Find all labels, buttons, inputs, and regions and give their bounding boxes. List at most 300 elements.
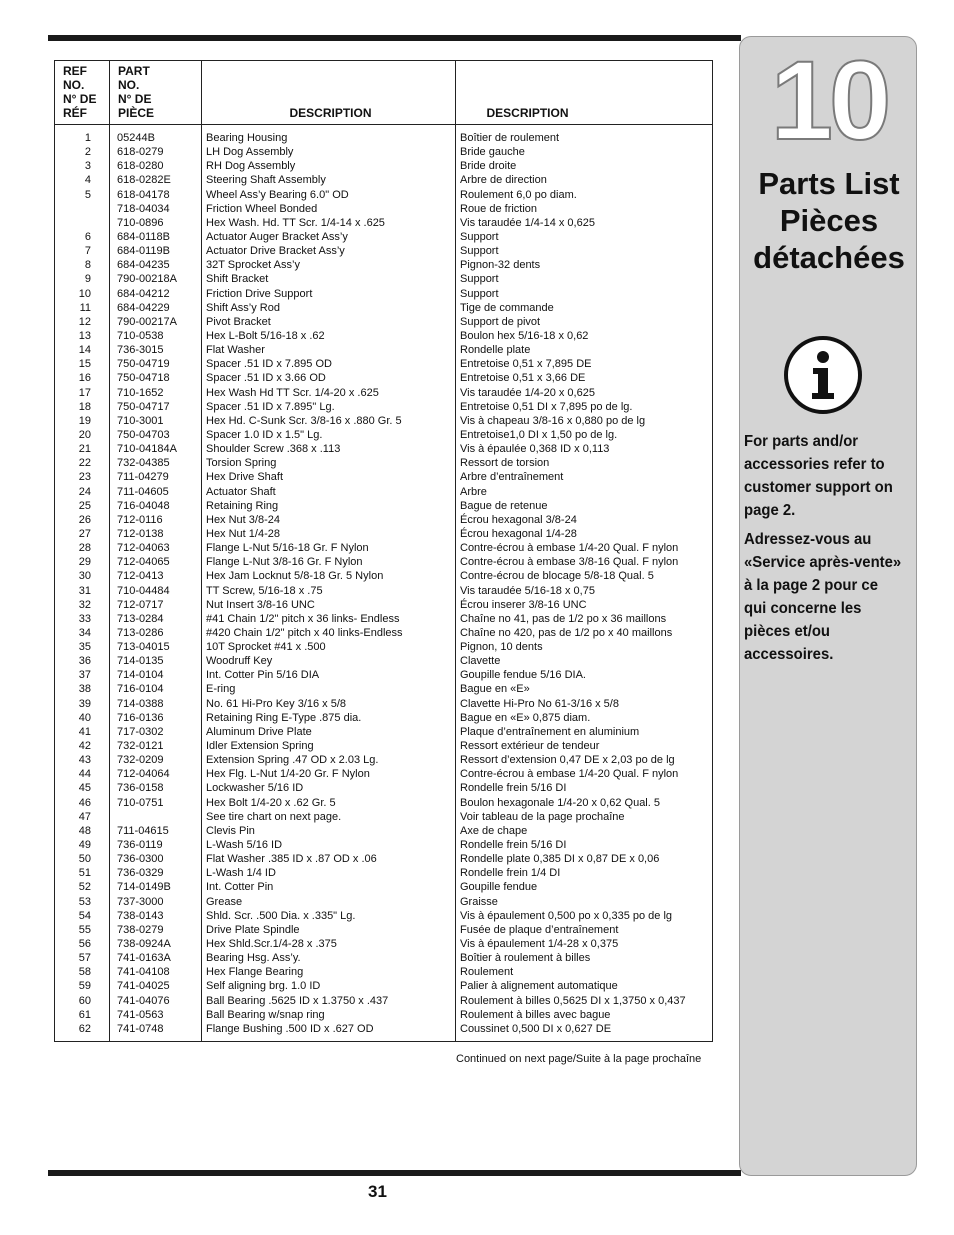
description-en-cell: L-Wash 5/16 ID [206,839,283,852]
ref-no-cell: 52 [78,881,91,894]
table-row [55,880,712,894]
description-fr-cell: Voir tableau de la page prochaîne [460,810,625,823]
ref-no-cell: 28 [78,542,91,555]
ref-no-cell: 15 [78,358,91,371]
description-fr-cell: Rondelle plate [460,344,531,357]
part-no-cell: 714-0135 [117,655,164,668]
description-en-cell: LH Dog Assembly [206,146,294,159]
ref-no-cell: 35 [78,641,91,654]
table-row [55,258,712,272]
ref-no-cell: 18 [78,400,91,413]
description-en-cell: Spacer .51 ID x 7.895 OD [206,358,332,371]
description-en-cell: Hex Jam Locknut 5/8-18 Gr. 5 Nylon [206,570,384,583]
description-en-cell: RH Dog Assembly [206,160,296,173]
description-en-cell: Aluminum Drive Plate [206,725,312,738]
ref-no-cell: 45 [78,782,91,795]
parts-table [54,60,713,1042]
part-no-cell: 732-04385 [117,457,170,470]
part-no-cell: 712-0138 [117,527,164,540]
description-fr-cell: Support [460,245,499,258]
description-fr-cell: Pignon, 10 dents [460,641,543,654]
description-en-cell: Bearing Hsg. Ass’y. [206,952,301,965]
table-row [55,796,712,810]
part-no-cell: 711-04605 [117,485,169,498]
part-no-cell: 684-0118B [117,230,171,243]
part-no-cell: 736-3015 [117,344,164,357]
table-row [55,145,712,159]
part-no-cell: 732-0121 [117,740,164,753]
description-fr-cell: Bride gauche [460,146,525,159]
part-no-cell: 736-0158 [117,782,164,795]
part-no-cell: 741-04076 [117,994,170,1007]
continued-note: Continued on next page/Suite à la page prochaîne [456,1053,702,1065]
description-en-cell: #41 Chain 1/2" pitch x 36 links- Endless [206,612,400,625]
part-no-cell: 736-0329 [117,867,164,880]
table-row [55,216,712,230]
description-fr-cell: Vis à épaulement 1/4-28 x 0,375 [460,938,619,951]
table-row [55,668,712,682]
top-rule [48,35,741,41]
description-fr-cell: Axe de chape [460,824,528,837]
description-fr-cell: Coussinet 0,500 DI x 0,627 DE [460,1022,612,1035]
table-body [55,131,712,1036]
description-en-cell: Bearing Housing [206,132,288,144]
table-row [55,244,712,258]
table-row [55,838,712,852]
description-en-cell: Spacer 1.0 ID x 1.5" Lg. [206,428,323,441]
description-en-cell: L-Wash 1/4 ID [206,867,276,880]
part-no-cell: 738-0143 [117,909,164,922]
table-row [55,965,712,979]
table-row [55,329,712,343]
ref-no-cell: 23 [78,471,91,484]
header-divider [55,124,712,125]
description-en-cell: Flat Washer .385 ID x .87 OD x .06 [206,853,377,866]
part-no-cell: 714-0149B [117,881,171,894]
description-en-cell: E-ring [206,683,236,696]
table-row [55,456,712,470]
description-fr-cell: Entretoise 0,51 x 3,66 DE [460,372,586,385]
description-fr-cell: Rondelle plate 0,385 DI x 0,87 DE x 0,06 [460,853,660,866]
ref-no-cell: 34 [78,626,91,639]
description-fr-cell: Arbre [460,485,487,498]
part-no-cell: 684-04235 [117,259,170,272]
description-fr-cell: Rondelle frein 5/16 DI [460,839,567,852]
description-en-cell: Spacer .51 ID x 3.66 OD [206,372,326,385]
table-row [55,767,712,781]
description-fr-cell: Ressort d’extension 0,47 DE x 2,03 po de lg [460,754,675,767]
description-en-cell: Nut Insert 3/8-16 UNC [206,598,315,611]
table-row [55,781,712,795]
description-fr-cell: Écrou hexagonal 3/8-24 [460,513,577,526]
table-row [55,569,712,583]
part-no-cell: 712-0413 [117,570,164,583]
description-en-cell: Hex Wash. Hd. TT Scr. 1/4-14 x .625 [206,216,385,229]
table-row [55,824,712,838]
part-no-cell: 736-0119 [117,839,163,852]
table-row [55,555,712,569]
part-no-cell: 714-0388 [117,697,164,710]
part-no-cell: 711-04615 [117,824,169,837]
description-en-cell: Friction Wheel Bonded [206,202,318,215]
description-en-cell: Hex Nut 3/8-24 [206,513,280,526]
ref-no-cell: 8 [84,259,91,272]
description-en-cell: Lockwasher 5/16 ID [206,782,304,795]
header-description-fr: DESCRIPTION [486,106,569,120]
part-no-cell: 741-04025 [117,980,170,993]
description-en-cell: Ball Bearing w/snap ring [206,1008,325,1021]
part-no-cell: 750-04719 [117,358,170,371]
description-fr-cell: Plaque d’entraînement en aluminium [460,725,640,738]
description-en-cell: Hex Hd. C-Sunk Scr. 3/8-16 x .880 Gr. 5 [206,414,402,427]
description-en-cell: TT Screw, 5/16-18 x .75 [206,584,323,597]
table-row [55,711,712,725]
ref-no-cell: 26 [78,513,91,526]
table-row [55,428,712,442]
ref-no-cell: 2 [84,146,91,159]
ref-no-cell: 46 [78,796,91,809]
ref-no-cell: 12 [78,315,91,328]
table-row [55,400,712,414]
table-row [55,527,712,541]
description-en-cell: Idler Extension Spring [206,740,314,753]
part-no-cell: 618-0279 [117,146,164,159]
description-en-cell: Clevis Pin [206,824,255,837]
header-description-en: DESCRIPTION [289,106,372,120]
description-fr-cell: Vis taraudée 1/4-14 x 0,625 [460,216,595,229]
part-no-cell: 712-04064 [117,768,170,781]
description-fr-cell: Contre-écrou à embase 1/4-20 Qual. F nylon [460,542,679,555]
part-no-cell: 710-04184A [117,443,177,456]
support-note [744,430,904,672]
description-fr-cell: Support de pivot [460,315,541,328]
part-no-cell: 741-0163A [117,952,171,965]
part-no-cell: 712-04065 [117,556,170,569]
part-no-cell: 713-0286 [117,626,164,639]
table-row [55,188,712,202]
table-row [55,951,712,965]
chapter-number: 10 [770,38,888,163]
ref-no-cell: 48 [78,824,91,837]
description-fr-cell: Clavette Hi-Pro No 61-3/16 x 5/8 [460,697,619,710]
description-fr-cell: Écrou hexagonal 1/4-28 [460,527,577,540]
part-no-cell: 684-04229 [117,301,170,314]
ref-no-cell: 9 [84,273,91,286]
ref-no-cell: 6 [84,230,91,243]
description-en-cell: Shld. Scr. .500 Dia. x .335" Lg. [206,909,356,922]
part-no-cell: 732-0209 [117,754,164,767]
description-fr-cell: Support [460,287,499,300]
part-no-cell: 737-3000 [117,895,164,908]
description-fr-cell: Palier à alignement automatique [460,980,618,993]
table-row [55,315,712,329]
part-no-cell: 716-04048 [117,499,170,512]
ref-no-cell: 42 [78,740,91,753]
ref-no-cell: 30 [78,570,91,583]
ref-no-cell: 11 [79,301,91,314]
part-no-cell: 710-3001 [117,414,164,427]
ref-no-cell: 32 [78,598,91,611]
description-fr-cell: Ressort de torsion [460,457,550,470]
description-fr-cell: Rondelle frein 5/16 DI [460,782,567,795]
ref-no-cell: 5 [84,188,91,201]
description-en-cell: Hex Flange Bearing [206,966,304,979]
description-fr-cell: Pignon-32 dents [460,259,541,272]
table-row [55,909,712,923]
description-en-cell: Int. Cotter Pin 5/16 DIA [206,669,320,682]
ref-no-cell: 31 [78,584,91,597]
page-title: Parts List Pièces détachées [753,166,905,275]
description-fr-cell: Roulement à billes avec bague [460,1008,611,1021]
description-en-cell: Actuator Shaft [206,485,276,498]
description-en-cell: Hex Flg. L-Nut 1/4-20 Gr. F Nylon [206,768,370,781]
description-fr-cell: Chaîne no 420, pas de 1/2 po x 40 maillons [460,626,673,639]
ref-no-cell: 13 [78,329,91,342]
description-fr-cell: Goupille fendue [460,881,538,894]
part-no-cell: 618-04178 [117,188,170,201]
description-en-cell: Extension Spring .47 OD x 2.03 Lg. [206,754,379,767]
description-fr-cell: Goupille fendue 5/16 DIA. [460,669,586,682]
description-fr-cell: Contre-écrou à embase 1/4-20 Qual. F nylon [460,768,679,781]
table-row [55,640,712,654]
table-row [55,442,712,456]
info-icon [783,335,863,415]
table-row [55,979,712,993]
ref-no-cell: 1 [84,132,91,144]
table-row [55,272,712,286]
ref-no-cell: 54 [78,909,91,922]
ref-no-cell: 50 [78,853,91,866]
ref-no-cell: 40 [78,711,91,724]
table-row [55,612,712,626]
part-no-cell: 741-04108 [117,966,170,979]
part-no-cell: 716-0136 [117,711,164,724]
description-fr-cell: Graisse [460,895,498,908]
table-row [55,895,712,909]
table-row [55,1022,712,1036]
ref-no-cell: 55 [78,923,91,936]
part-no-cell: 711-04279 [117,471,169,484]
ref-no-cell: 51 [78,867,91,880]
part-no-cell: 717-0302 [117,725,164,738]
part-no-cell: 710-1652 [117,386,164,399]
table-row [55,287,712,301]
description-en-cell: 32T Sprocket Ass’y [206,259,300,272]
ref-no-cell: 20 [78,428,91,441]
side-panel [739,36,917,1176]
part-no-cell: 712-0116 [117,513,163,526]
description-fr-cell: Entretoise 0,51 DI x 7,895 po de lg. [460,400,633,413]
part-no-cell: 618-0282E [117,174,171,187]
part-no-cell: 741-0563 [117,1008,164,1021]
description-en-cell: Self aligning brg. 1.0 ID [206,980,321,993]
description-fr-cell: Boîtier à roulement à billes [460,952,591,965]
support-note-en: For parts and/or accessories refer to customer support on page 2. [744,433,893,519]
part-no-cell: 710-0896 [117,216,164,229]
part-no-cell: 738-0924A [117,938,171,951]
table-row [55,371,712,385]
ref-no-cell: 53 [78,895,91,908]
table-row [55,866,712,880]
ref-no-cell: 62 [78,1022,91,1035]
part-no-cell: 713-0284 [117,612,164,625]
description-en-cell: Flange L-Nut 5/16-18 Gr. F Nylon [206,542,369,555]
table-row [55,202,712,216]
part-no-cell: 618-0280 [117,160,164,173]
description-en-cell: See tire chart on next page. [206,810,342,823]
ref-no-cell: 56 [78,938,91,951]
description-en-cell: Friction Drive Support [206,287,313,300]
description-fr-cell: Roue de friction [460,202,538,215]
part-no-cell: 05244B [117,132,155,144]
ref-no-cell: 4 [84,174,91,187]
description-en-cell: Flat Washer [206,344,265,357]
ref-no-cell: 17 [78,386,91,399]
table-row [55,852,712,866]
description-fr-cell: Boulon hexagonale 1/4-20 x 0,62 Qual. 5 [460,796,660,809]
description-fr-cell: Boulon hex 5/16-18 x 0,62 [460,329,589,342]
part-no-cell: 710-04484 [117,584,170,597]
ref-no-cell: 41 [78,725,91,738]
description-fr-cell: Chaîne no 41, pas de 1/2 po x 36 maillons [460,612,667,625]
description-en-cell: Wheel Ass’y Bearing 6.0" OD [206,188,349,201]
ref-no-cell: 39 [78,697,91,710]
ref-no-cell: 22 [78,457,91,470]
description-en-cell: Flange L-Nut 3/8-16 Gr. F Nylon [206,556,363,569]
part-no-cell: 710-0538 [117,329,164,342]
table-row [55,131,712,145]
description-fr-cell: Bride droite [460,160,517,173]
ref-no-cell: 21 [78,443,91,456]
description-en-cell: Hex Wash Hd TT Scr. 1/4-20 x .625 [206,386,379,399]
table-row [55,513,712,527]
description-fr-cell: Bague de retenue [460,499,548,512]
ref-no-cell: 38 [78,683,91,696]
description-fr-cell: Contre-écrou de blocage 5/8-18 Qual. 5 [460,570,654,583]
table-row [55,499,712,513]
ref-no-cell: 33 [78,612,91,625]
description-fr-cell: Bague en «E» [460,683,530,696]
description-fr-cell: Roulement à billes 0,5625 DI x 1,3750 x 0,437 [460,994,686,1007]
description-en-cell: Flange Bushing .500 ID x .627 OD [206,1022,374,1035]
ref-no-cell: 49 [78,839,91,852]
part-no-cell: 718-04034 [117,202,170,215]
table-row [55,301,712,315]
description-fr-cell: Vis à chapeau 3/8-16 x 0,880 po de lg [460,414,646,427]
description-fr-cell: Vis taraudée 5/16-18 x 0,75 [460,584,595,597]
description-fr-cell: Ressort extérieur de tendeur [460,740,600,753]
description-fr-cell: Arbre d’entraînement [460,471,564,484]
table-row [55,386,712,400]
table-row [55,626,712,640]
part-no-cell: 790-00217A [117,315,177,328]
description-fr-cell: Contre-écrou à embase 3/8-16 Qual. F nylon [460,556,679,569]
ref-no-cell: 58 [78,966,91,979]
bottom-rule [48,1170,741,1176]
description-fr-cell: Arbre de direction [460,174,547,187]
ref-no-cell: 14 [78,344,91,357]
description-en-cell: Int. Cotter Pin [206,881,274,894]
description-en-cell: #420 Chain 1/2" pitch x 40 links-Endless [206,626,403,639]
description-en-cell: Hex L-Bolt 5/16-18 x .62 [206,329,325,342]
table-row [55,937,712,951]
ref-no-cell: 19 [78,414,91,427]
table-row [55,810,712,824]
part-no-cell: 713-04015 [117,641,170,654]
description-en-cell: Spacer .51 ID x 7.895" Lg. [206,400,335,413]
description-fr-cell: Vis taraudée 1/4-20 x 0,625 [460,386,595,399]
part-no-cell: 716-0104 [117,683,164,696]
description-en-cell: Hex Nut 1/4-28 [206,527,280,540]
part-no-cell: 684-04212 [117,287,170,300]
ref-no-cell: 27 [78,527,91,540]
table-row [55,159,712,173]
part-no-cell: 684-0119B [117,245,171,258]
table-row [55,725,712,739]
ref-no-cell: 29 [78,556,91,569]
table-row [55,485,712,499]
description-en-cell: Shoulder Screw .368 x .113 [206,443,341,456]
description-fr-cell: Support [460,230,499,243]
description-en-cell: Steering Shaft Assembly [206,174,326,187]
table-row [55,357,712,371]
description-fr-cell: Support [460,273,499,286]
description-en-cell: Hex Shld.Scr.1/4-28 x .375 [206,938,337,951]
ref-no-cell: 3 [84,160,91,173]
table-row [55,739,712,753]
ref-no-cell: 25 [78,499,91,512]
support-note-fr: Adressez-vous au «Service après-vente» à la page 2 pour ce qui concerne les pièces et/ou accessoires. [744,531,902,663]
description-fr-cell: Vis à épaulement 0,500 po x 0,335 po de lg [460,909,673,922]
table-row [55,584,712,598]
table-row [55,682,712,696]
ref-no-cell: 59 [78,980,91,993]
ref-no-cell: 24 [78,485,91,498]
description-fr-cell: Tige de commande [460,301,554,314]
description-en-cell: No. 61 Hi-Pro Key 3/16 x 5/8 [206,697,347,710]
ref-no-cell: 44 [78,768,91,781]
table-row [55,923,712,937]
part-no-cell: 750-04718 [117,372,170,385]
table-row [55,343,712,357]
part-no-cell: 712-04063 [117,542,170,555]
table-row [55,470,712,484]
description-en-cell: Retaining Ring E-Type .875 dia. [206,711,362,724]
description-fr-cell: Écrou inserer 3/8-16 UNC [460,598,587,611]
part-no-cell: 750-04703 [117,428,170,441]
description-fr-cell: Roulement 6,0 po diam. [460,188,577,201]
description-en-cell: Actuator Auger Bracket Ass’y [206,230,348,243]
table-row [55,753,712,767]
ref-no-cell: 37 [78,669,91,682]
table-row [55,598,712,612]
description-fr-cell: Entretoise1,0 DI x 1,50 po de lg. [460,428,618,441]
ref-no-cell: 10 [78,287,91,300]
ref-no-cell: 36 [78,655,91,668]
table-row [55,230,712,244]
description-en-cell: Drive Plate Spindle [206,923,300,936]
table-row [55,654,712,668]
description-en-cell: Hex Bolt 1/4-20 x .62 Gr. 5 [206,796,336,809]
description-en-cell: Ball Bearing .5625 ID x 1.3750 x .437 [206,994,389,1007]
table-row [55,414,712,428]
description-en-cell: Retaining Ring [206,499,279,512]
page-number: 31 [368,1182,387,1201]
part-no-cell: 741-0748 [117,1022,164,1035]
description-en-cell: Shift Ass’y Rod [206,301,280,314]
table-row [55,541,712,555]
description-en-cell: Hex Drive Shaft [206,471,284,484]
